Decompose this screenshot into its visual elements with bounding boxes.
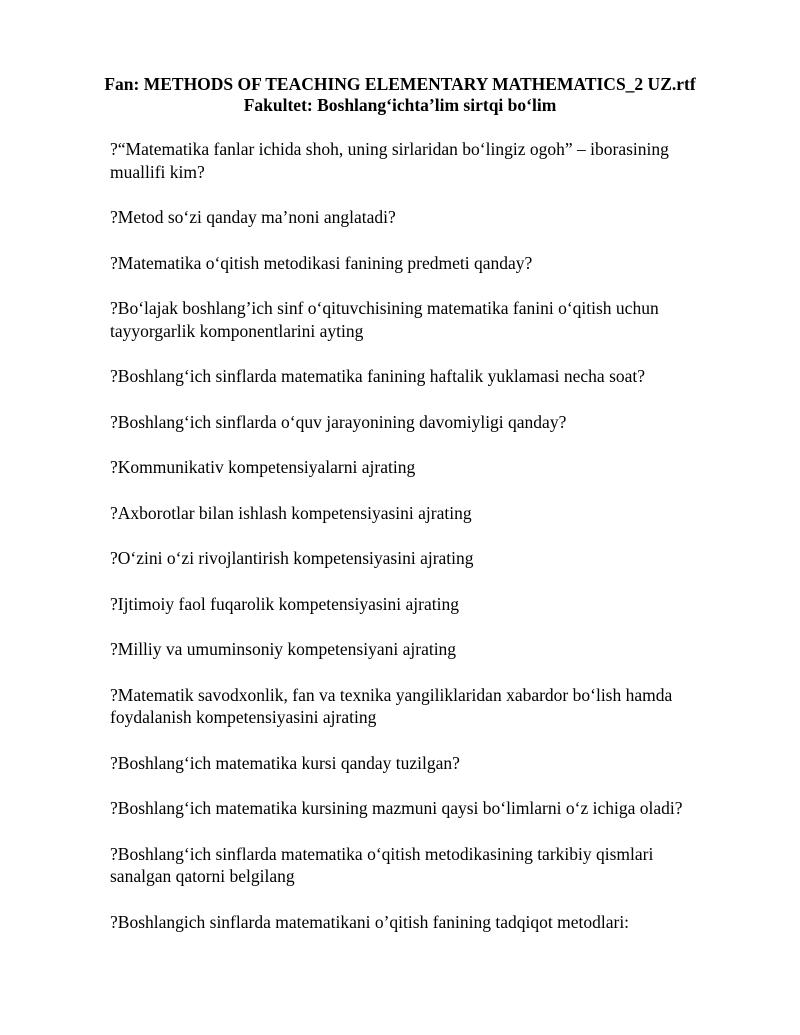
question-item: ?Kommunikativ kompetensiyalarni ajrating xyxy=(110,457,416,477)
question-item: ?Boshlang‘ich sinflarda matematika o‘qitish metodikasining tarkibiy qismlari sanalgan qatorni belgilang xyxy=(110,843,654,886)
document-header xyxy=(90,74,710,116)
question-item: ?Matematik savodxonlik, fan va texnika yangiliklaridan xabardor bo‘lish hamda foydalanish kompetensiyasini ajrating xyxy=(110,684,673,727)
question-item: ?“Matematika fanlar ichida shoh, uning sirlaridan bo‘lingiz ogoh” – iborasining muallifi kim? xyxy=(110,139,669,182)
question-item: ?Axborotlar bilan ishlash kompetensiyasini ajrating xyxy=(110,502,472,523)
question-item: ?Boshlang‘ich matematika kursining mazmuni qaysi bo‘limlarni o‘z ichiga oladi? xyxy=(110,798,683,818)
question-item: ?Boshlang‘ich matematika kursi qanday tuzilgan? xyxy=(110,752,460,773)
question-item: ?Metod so‘zi qanday ma’noni anglatadi? xyxy=(110,207,396,227)
course-title: Fan: METHODS OF TEACHING ELEMENTARY MATHEMATICS_2 UZ.rtf xyxy=(104,74,696,94)
question-item: ?O‘zini o‘zi rivojlantirish kompetensiyasini ajrating xyxy=(110,548,474,568)
question-item: ?Ijtimoiy faol fuqarolik kompetensiyasini ajrating xyxy=(110,593,459,614)
question-item: ?Boshlang‘ich sinflarda o‘quv jarayonining davomiyligi qanday? xyxy=(110,411,567,432)
faculty-title: Fakultet: Boshlang‘ichta’lim sirtqi bo‘lim xyxy=(243,95,557,115)
question-item: ?Bo‘lajak boshlang’ich sinf o‘qituvchisining matematika fanini o‘qitish uchun tayyorgarlik komponentlarini ayting xyxy=(110,298,659,341)
question-item: ?Milliy va umuminsoniy kompetensiyani ajrating xyxy=(110,639,457,659)
question-item: ?Boshlangich sinflarda matematikani o’qitish fanining tadqiqot metodlari: xyxy=(110,911,630,932)
question-item: ?Boshlang‘ich sinflarda matematika fanining haftalik yuklamasi necha soat? xyxy=(110,366,646,386)
question-list xyxy=(110,138,710,933)
question-item: ?Matematika o‘qitish metodikasi fanining predmeti qanday? xyxy=(110,252,533,273)
